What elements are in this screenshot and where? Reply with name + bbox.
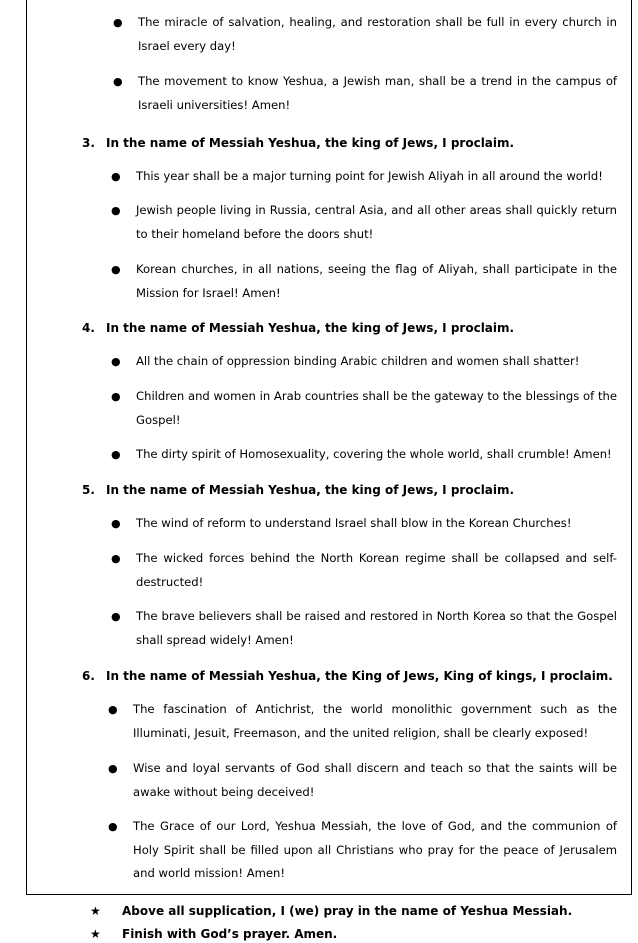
bullet-icon: ● (111, 263, 121, 276)
list-item: Children and women in Arab countries shall be the gateway to the blessings of the Gospel! (136, 389, 617, 427)
list-item: The miracle of salvation, healing, and restoration shall be full in every church in Israel every day! (138, 15, 617, 53)
bullet-icon: ● (111, 610, 121, 623)
list-item: All the chain of oppression binding Arabic children and women shall shatter! (136, 354, 580, 368)
section-heading-text: In the name of Messiah Yeshua, the king of Jews, I proclaim. (106, 136, 515, 150)
section-number: 3. (82, 136, 95, 150)
footer-line: Above all supplication, I (we) pray in the name of Yeshua Messiah. (122, 904, 573, 918)
star-icon: ★ (90, 904, 101, 918)
star-icon: ★ (90, 927, 101, 941)
section-heading-text: In the name of Messiah Yeshua, the King of Jews, King of kings, I proclaim. (106, 669, 613, 683)
section-heading (82, 668, 613, 684)
section-heading (82, 482, 514, 498)
section-heading-text: In the name of Messiah Yeshua, the king of Jews, I proclaim. (106, 321, 515, 335)
bullet-icon: ● (108, 703, 118, 716)
bullet-icon: ● (111, 390, 121, 403)
footer-line: Finish with God’s prayer. Amen. (122, 927, 338, 941)
bullet-icon: ● (111, 517, 121, 530)
bullet-icon: ● (113, 75, 123, 88)
list-item: The wicked forces behind the North Korean regime shall be collapsed and self-destructed! (136, 551, 617, 589)
bullet-icon: ● (111, 448, 121, 461)
document-frame (26, 0, 632, 895)
list-item: The Grace of our Lord, Yeshua Messiah, the love of God, and the communion of Holy Spirit shall be filled upon all Christians who pray for the peace of Jerusalem and world mission! Amen! (133, 819, 617, 880)
list-item: The brave believers shall be raised and restored in North Korea so that the Gospel shall spread widely! Amen! (136, 609, 617, 647)
bullet-icon: ● (111, 170, 121, 183)
section-heading-text: In the name of Messiah Yeshua, the king of Jews, I proclaim. (106, 483, 515, 497)
bullet-icon: ● (108, 762, 118, 775)
list-item: The movement to know Yeshua, a Jewish man, shall be a trend in the campus of Israeli universities! Amen! (138, 74, 617, 112)
list-item: The wind of reform to understand Israel shall blow in the Korean Churches! (136, 516, 572, 530)
list-item: Jewish people living in Russia, central Asia, and all other areas shall quickly return to their homeland before the doors shut! (136, 203, 617, 241)
section-heading (82, 320, 514, 336)
section-number: 4. (82, 321, 95, 335)
bullet-icon: ● (111, 204, 121, 217)
bullet-icon: ● (113, 16, 123, 29)
list-item: The fascination of Antichrist, the world monolithic government such as the Illuminati, Jesuit, Freemason, and the united religion, shall be clearly exposed! (133, 702, 617, 740)
bullet-icon: ● (108, 820, 118, 833)
bullet-icon: ● (111, 355, 121, 368)
list-item: The dirty spirit of Homosexuality, covering the whole world, shall crumble! Amen! (136, 447, 612, 461)
section-number: 6. (82, 669, 95, 683)
bullet-icon: ● (111, 552, 121, 565)
list-item: Korean churches, in all nations, seeing the flag of Aliyah, shall participate in the Mission for Israel! Amen! (136, 262, 617, 300)
section-number: 5. (82, 483, 95, 497)
section-heading (82, 135, 514, 151)
list-item: Wise and loyal servants of God shall discern and teach so that the saints will be awake without being deceived! (133, 761, 617, 799)
list-item: This year shall be a major turning point for Jewish Aliyah in all around the world! (136, 169, 603, 183)
